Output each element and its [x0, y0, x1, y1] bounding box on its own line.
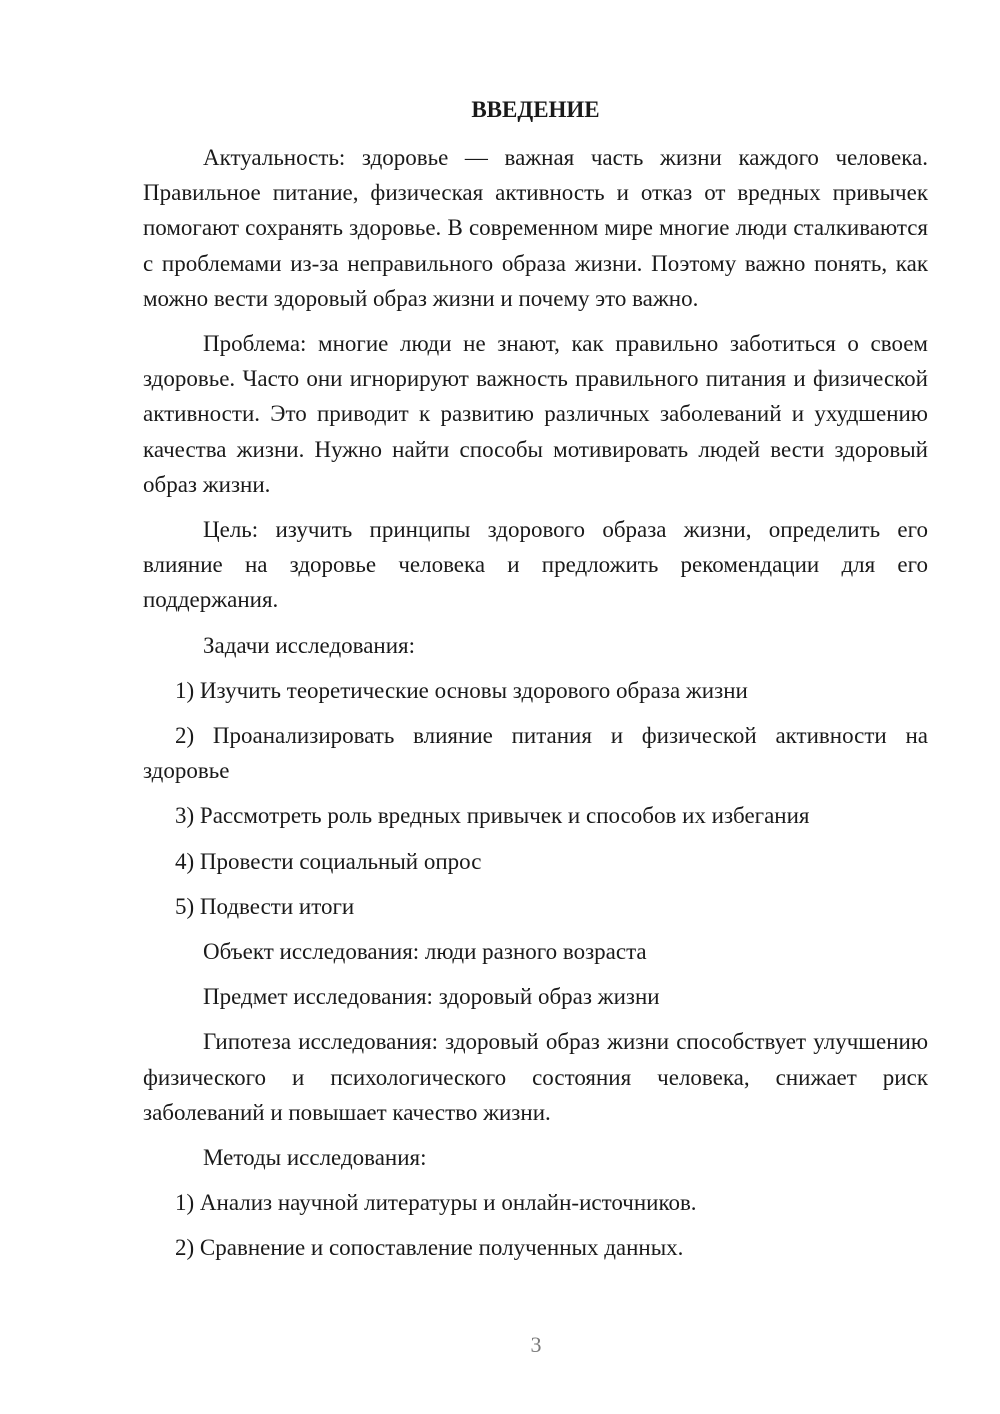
problem-paragraph: Проблема: многие люди не знают, как правильно заботиться о своем здоровье. Часто они игнорируют важность правильного питания и физической активности. Это приводит к развитию различных заболеваний и ухудшению качества жизни. Нужно найти способы мотивировать людей вести здоровый образ жизни. — [143, 331, 928, 497]
document-page — [143, 90, 928, 1276]
relevance-paragraph: Актуальность: здоровье — важная часть жизни каждого человека. Правильное питание, физическая активность и отказ от вредных привычек помогают сохранять здоровье. В современном мире многие люди сталкиваются с проблемами из-за неправильного образа жизни. Поэтому важно понять, как можно вести здоровый образ жизни и почему это важно. — [143, 145, 928, 311]
hypothesis-paragraph: Гипотеза исследования: здоровый образ жизни способствует улучшению физического и психологического состояния человека, снижает риск заболеваний и повышает качество жизни. — [143, 1029, 928, 1125]
task-item-4: 4) Провести социальный опрос — [175, 848, 482, 874]
task-item-5: 5) Подвести итоги — [175, 893, 355, 919]
object-line: Объект исследования: люди разного возраста — [203, 939, 647, 965]
task-item-3: 3) Рассмотреть роль вредных привычек и способов их избегания — [175, 803, 810, 829]
task-item-2: 2) Проанализировать влияние питания и физической активности на здоровье — [143, 723, 928, 784]
section-heading: ВВЕДЕНИЕ — [471, 97, 600, 122]
tasks-title: Задачи исследования: — [203, 632, 416, 658]
methods-title: Методы исследования: — [203, 1145, 427, 1171]
method-item-2: 2) Сравнение и сопоставление полученных данных. — [175, 1235, 684, 1261]
method-item-1: 1) Анализ научной литературы и онлайн-источников. — [175, 1190, 697, 1216]
goal-paragraph: Цель: изучить принципы здорового образа жизни, определить его влияние на здоровье человека и предложить рекомендации для его поддержания. — [143, 517, 928, 613]
task-item-1: 1) Изучить теоретические основы здорового образа жизни — [175, 677, 748, 703]
page-number: 3 — [530, 1332, 542, 1357]
subject-line: Предмет исследования: здоровый образ жизни — [203, 984, 660, 1010]
